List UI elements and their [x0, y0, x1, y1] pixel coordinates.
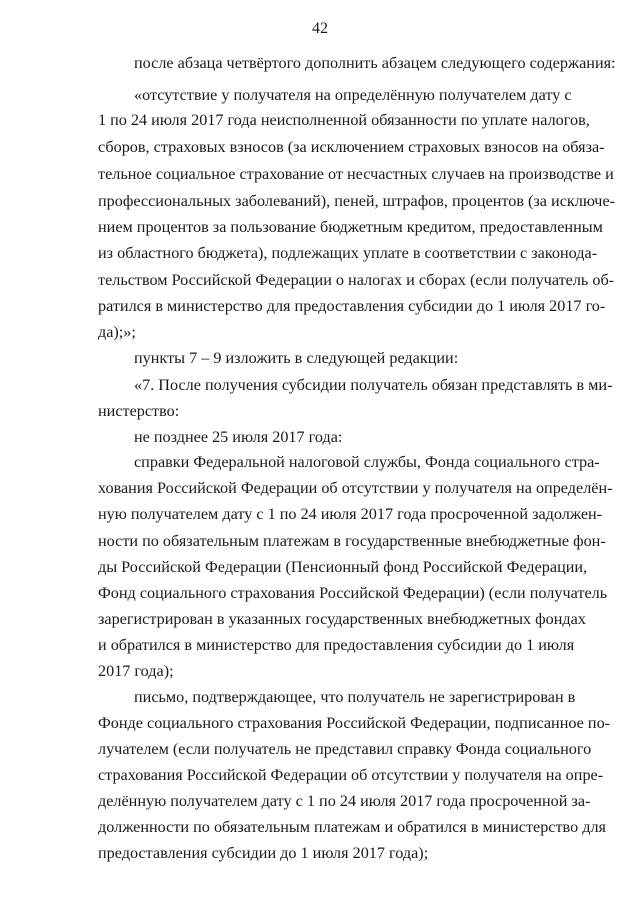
text-line: сборов, страховых взносов (за исключением страховых взносов на обяза- — [98, 138, 605, 156]
text-line: профессиональных заболеваний), пеней, штрафов, процентов (за исключе- — [98, 192, 616, 210]
text-line: не позднее 25 июля 2017 года: — [134, 428, 343, 446]
text-line: тельное социальное страхование от несчастных случаев на производстве и — [98, 165, 614, 183]
text-line: письмо, подтверждающее, что получатель не зарегистрирован в — [134, 688, 576, 706]
text-line: справки Федеральной налоговой службы, Фонда социального стра- — [134, 453, 600, 471]
text-line: делённую получателем дату с 1 по 24 июля 2017 года просроченной за- — [98, 792, 591, 810]
text-line: ды Российской Федерации (Пенсионный фонд Российской Федерации, — [98, 558, 588, 576]
text-line: Фонд социального страхования Российской Федерации) (если получатель — [98, 584, 608, 602]
text-line: Фонде социального страхования Российской Федерации, подписанное по- — [98, 714, 611, 732]
text-line: 2017 года); — [98, 662, 174, 680]
text-line: предоставления субсидии до 1 июля 2017 года); — [98, 844, 429, 862]
text-line: пункты 7 – 9 изложить в следующей редакции: — [134, 349, 459, 367]
page-number: 42 — [312, 20, 328, 37]
text-line: страхования Российской Федерации об отсутствии у получателя на опре- — [98, 766, 604, 784]
text-line: «отсутствие у получателя на определённую получателем дату с — [134, 86, 572, 104]
text-line: ратился в министерство для предоставления субсидии до 1 июля 2017 го- — [98, 297, 606, 315]
text-line: нием процентов за пользование бюджетным кредитом, предоставленным — [98, 218, 603, 236]
text-line: да);»; — [98, 323, 136, 341]
text-line: ности по обязательным платежам в государственные внебюджетные фон- — [98, 532, 606, 550]
text-line: и обратился в министерство для предоставления субсидии до 1 июля — [98, 636, 575, 654]
text-line: 1 по 24 июля 2017 года неисполненной обязанности по уплате налогов, — [98, 111, 590, 129]
text-line: из областного бюджета), подлежащих уплате в соответствии с законода- — [98, 244, 598, 262]
text-line: тельством Российской Федерации о налогах и сборах (если получатель об- — [98, 271, 615, 289]
text-line: хования Российской Федерации об отсутствии у получателя на определён- — [98, 479, 613, 497]
text-line: зарегистрирован в указанных государственных внебюджетных фондах — [98, 610, 586, 628]
text-line: нистерство: — [98, 402, 180, 420]
text-line: долженности по обязательным платежам и обратился в министерство для — [98, 818, 606, 836]
text-line: ную получателем дату с 1 по 24 июля 2017 года просроченной задолжен- — [98, 505, 603, 523]
text-line: «7. После получения субсидии получатель обязан представлять в ми- — [134, 376, 613, 394]
text-line: лучателем (если получатель не представил справку Фонда социального — [98, 740, 592, 758]
text-line: после абзаца четвёртого дополнить абзацем следующего содержания: — [134, 54, 616, 72]
